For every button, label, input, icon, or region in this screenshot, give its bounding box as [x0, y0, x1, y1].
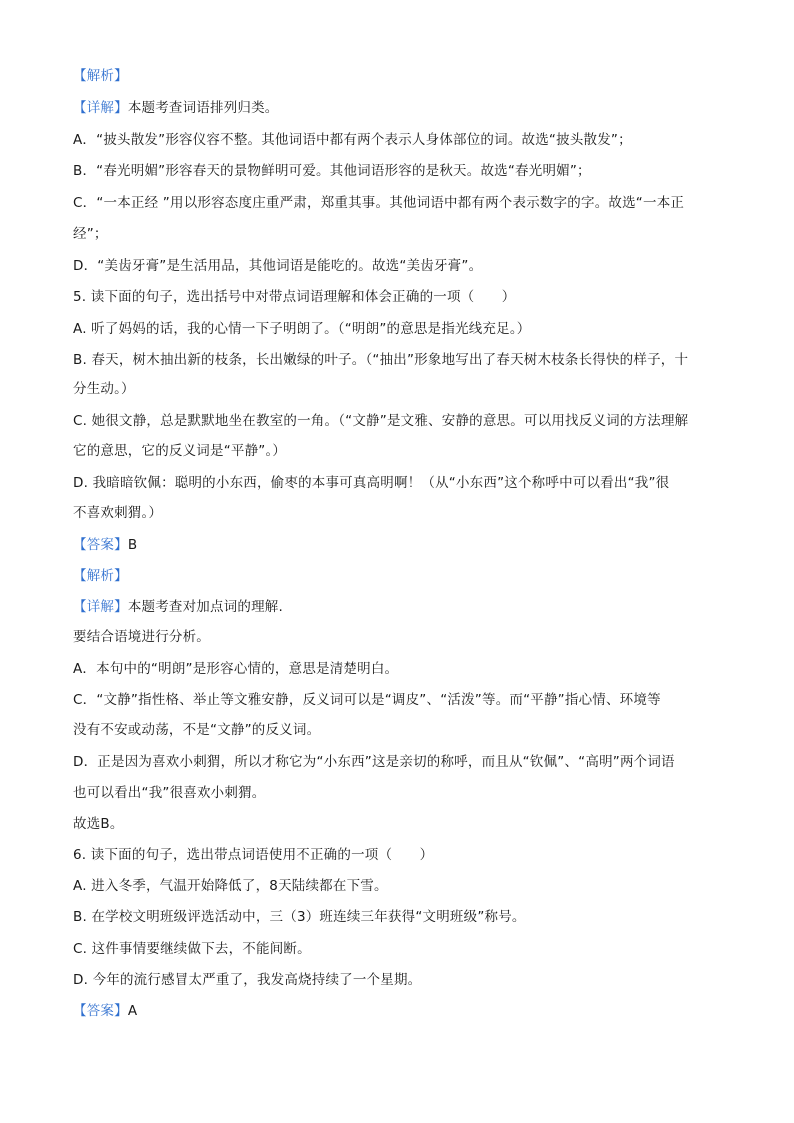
text-line — [73, 379, 723, 399]
line-text: C. 这件事情要继续做下去，不能间断。 — [73, 941, 311, 957]
line-text: 它的意思，它的反义词是“平静”。） — [73, 443, 287, 459]
text-line — [73, 441, 723, 461]
answer-value: A — [127, 1003, 138, 1019]
line-text: 要结合语境进行分析。 — [73, 629, 210, 645]
answer-value: B — [127, 537, 138, 553]
text-line — [73, 814, 723, 834]
section-heading-analysis — [73, 566, 723, 586]
option-a — [73, 876, 723, 896]
answer-line — [73, 535, 723, 555]
text-line — [73, 130, 723, 150]
text-line — [73, 752, 723, 772]
option-b — [73, 350, 723, 370]
line-text: 故选B。 — [73, 816, 124, 832]
line-text: D. 今年的流行感冒太严重了，我发高烧持续了一个星期。 — [73, 972, 422, 988]
text-line — [73, 783, 723, 803]
line-text: D. 我暗暗钦佩：聪明的小东西，偷枣的本事可真高明啊！（从“小东西”这个称呼中可以看出“我”很 — [73, 475, 670, 491]
answer-line — [73, 1001, 723, 1021]
option-c — [73, 411, 723, 431]
section-heading-detail — [73, 98, 723, 118]
line-text: A．“披头散发”形容仪容不整。其他词语中都有两个表示人身体部位的词。故选“披头散发”； — [73, 132, 632, 148]
section-heading-detail — [73, 597, 723, 617]
line-text: C. 她很文静，总是默默地坐在教室的一角。（“文静”是文雅、安静的意思。可以用找反义词的方法理解 — [73, 413, 689, 429]
line-text: 6. 读下面的句子，选出带点词语使用不正确的一项（ ） — [73, 847, 434, 863]
line-text: 也可以看出“我”很喜欢小刺猬。 — [73, 785, 266, 801]
option-d — [73, 473, 723, 493]
line-text: 本题考查词语排列归类。 — [127, 100, 279, 116]
heading-tag: 【详解】 — [73, 599, 128, 615]
text-line — [73, 161, 723, 181]
line-text: A. 听了妈妈的话，我的心情一下子明朗了。（“明朗”的意思是指光线充足。） — [73, 321, 531, 337]
text-line — [73, 659, 723, 679]
text-line — [73, 503, 723, 523]
line-text: 5. 读下面的句子，选出括号中对带点词语理解和体会正确的一项（ ） — [73, 289, 516, 305]
line-text: D．“美齿牙膏”是生活用品，其他词语是能吃的。故选“美齿牙膏”。 — [73, 258, 483, 274]
option-b — [73, 907, 723, 927]
option-c — [73, 939, 723, 959]
heading-tag: 【解析】 — [73, 68, 128, 84]
text-line — [73, 627, 723, 647]
text-line — [73, 720, 723, 740]
question-5-stem — [73, 287, 723, 307]
line-text: B．“春光明媚”形容春天的景物鲜明可爱。其他词语形容的是秋天。故选“春光明媚”； — [73, 163, 591, 179]
line-text: A．本句中的“明朗”是形容心情的，意思是清楚明白。 — [73, 661, 399, 677]
line-text: D．正是因为喜欢小刺猬，所以才称它为“小东西”这是亲切的称呼，而且从“钦佩”、“高明”两个词语 — [73, 754, 675, 770]
line-text: 本题考查对加点词的理解. — [127, 599, 284, 615]
text-line — [73, 224, 723, 244]
heading-tag: 【详解】 — [73, 100, 128, 116]
line-text: C．“文静”指性格、举止等文雅安静，反义词可以是“调皮”、“活泼”等。而“平静”指心情、环境等 — [73, 692, 661, 708]
heading-tag: 【解析】 — [73, 568, 128, 584]
option-a — [73, 319, 723, 339]
line-text: C．“一本正经 ”用以形容态度庄重严肃，郑重其事。其他词语中都有两个表示数字的字。故选“一本正 — [73, 195, 685, 211]
line-text: 经”； — [73, 226, 108, 242]
heading-tag: 【答案】 — [73, 537, 128, 553]
text-line — [73, 256, 723, 276]
line-text: A. 进入冬季，气温开始降低了，8天陆续都在下雪。 — [73, 878, 388, 894]
line-text: B. 在学校文明班级评选活动中，三（3）班连续三年获得“文明班级”称号。 — [73, 909, 526, 925]
line-text: 分生动。） — [73, 381, 135, 397]
heading-tag: 【答案】 — [73, 1003, 128, 1019]
line-text: 没有不安或动荡，不是“文静”的反义词。 — [73, 722, 321, 738]
line-text: B. 春天，树木抽出新的枝条，长出嫩绿的叶子。（“抽出”形象地写出了春天树木枝条长得快的样子，十 — [73, 352, 689, 368]
question-6-stem — [73, 845, 723, 865]
line-text: 不喜欢刺猬。） — [73, 505, 163, 521]
section-heading-analysis — [73, 66, 723, 86]
text-line — [73, 193, 723, 213]
text-line — [73, 690, 723, 710]
option-d — [73, 970, 723, 990]
